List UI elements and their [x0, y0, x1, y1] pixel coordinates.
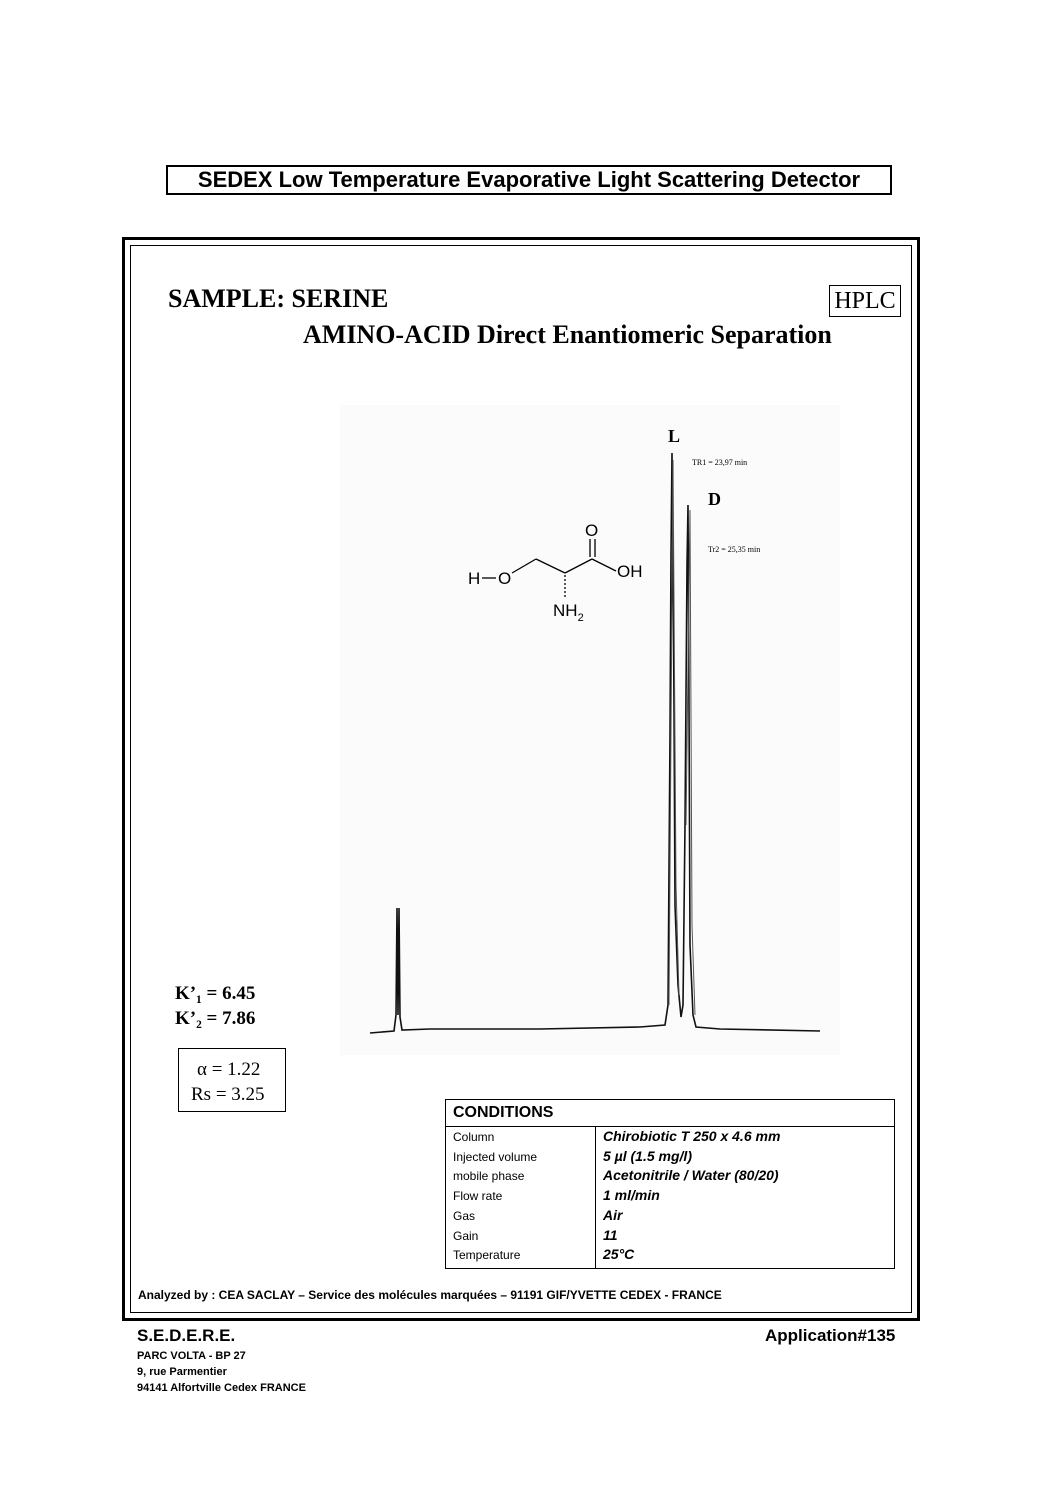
atom-h: H	[468, 569, 481, 588]
condition-row	[446, 1207, 894, 1227]
condition-value: 5 µl (1.5 mg/l)	[603, 1148, 692, 1164]
condition-row	[446, 1187, 894, 1207]
address-line: 9, rue Parmentier	[137, 1366, 227, 1378]
condition-label: Column	[453, 1130, 495, 1144]
condition-value: Air	[603, 1207, 623, 1223]
condition-value: 11	[603, 1227, 618, 1243]
atom-carbonyl-o: O	[585, 521, 599, 540]
k1-value: K’₁ = 6.45	[175, 983, 256, 1004]
sample-title: SAMPLE: SERINE	[168, 284, 389, 313]
atom-o: O	[498, 569, 512, 588]
condition-row	[446, 1246, 894, 1266]
resolution-value: Rs = 3.25	[191, 1084, 265, 1105]
condition-row	[446, 1227, 894, 1247]
condition-label: Flow rate	[453, 1189, 503, 1203]
technique-badge: HPLC	[829, 285, 901, 317]
tr1-label: TR1 = 23,97 min	[692, 458, 748, 467]
figure-background	[340, 405, 840, 1055]
condition-value: 1 ml/min	[603, 1187, 660, 1203]
company-name: S.E.D.E.R.E.	[137, 1326, 236, 1345]
condition-value: Chirobiotic T 250 x 4.6 mm	[603, 1128, 781, 1144]
atom-nh2: $NH_2$	[553, 601, 584, 624]
condition-label: mobile phase	[453, 1169, 525, 1183]
condition-value: Acetonitrile / Water (80/20)	[603, 1167, 779, 1183]
condition-row	[446, 1128, 894, 1148]
peak-l-label: L	[668, 426, 681, 446]
chromatogram-figure	[340, 405, 840, 1055]
application-number: Application#135	[765, 1326, 896, 1345]
k2-value: K’₂ = 7.86	[175, 1008, 256, 1029]
tr2-label: Tr2 = 25,35 min	[708, 545, 761, 554]
analyzed-by-note: Analyzed by : CEA SACLAY – Service des molécules marquées – 91191 GIF/YVETTE CEDEX - FRANCE	[138, 1288, 722, 1302]
condition-label: Injected volume	[453, 1150, 538, 1164]
peak-d-label: D	[708, 489, 721, 509]
condition-value: 25°C	[603, 1246, 635, 1262]
separation-subtitle: AMINO-ACID Direct Enantiomeric Separation	[303, 320, 832, 349]
address-line: 94141 Alfortville Cedex FRANCE	[137, 1382, 306, 1394]
condition-row	[446, 1148, 894, 1168]
conditions-header: CONDITIONS	[446, 1100, 894, 1127]
condition-row	[446, 1167, 894, 1187]
conditions-table	[445, 1099, 895, 1269]
selectivity-box	[178, 1048, 286, 1112]
address-line: PARC VOLTA - BP 27	[137, 1350, 246, 1362]
alpha-value: α = 1.22	[197, 1059, 261, 1080]
document-title: SEDEX Low Temperature Evaporative Light Scattering Detector	[166, 165, 892, 195]
condition-label: Gas	[453, 1209, 476, 1223]
atom-oh: OH	[617, 562, 643, 581]
condition-label: Temperature	[453, 1248, 521, 1262]
condition-label: Gain	[453, 1229, 479, 1243]
